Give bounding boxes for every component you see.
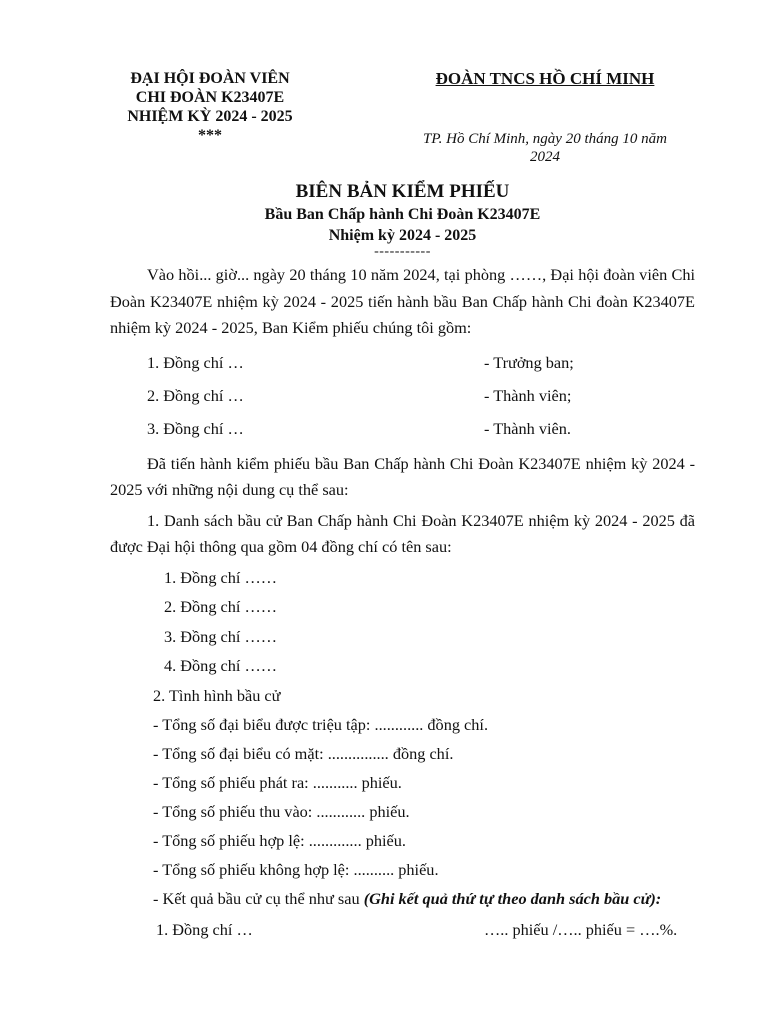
- congress-header-line: CHI ĐOÀN K23407E: [135, 89, 285, 106]
- result-intro: - Kết quả bầu cử cụ thể như sau: [153, 888, 364, 908]
- member-name: 2. Đồng chí …: [147, 385, 244, 405]
- member-name: 1. Đồng chí …: [147, 352, 244, 372]
- document-date: [395, 130, 695, 166]
- committee-member-row: [110, 412, 695, 445]
- stat-line: - Tổng số đại biểu được triệu tập: ............ đồng chí.: [153, 714, 489, 734]
- stat-line: - Tổng số phiếu phát ra: ........... phiếu.: [153, 772, 402, 792]
- member-role: - Trưởng ban;: [484, 352, 574, 372]
- candidate-item: 1. Đồng chí ……: [164, 567, 278, 587]
- stat-line: - Tổng số đại biểu có mặt: ............... đồng chí.: [153, 743, 454, 763]
- document-subtitle: Bầu Ban Chấp hành Chi Đoàn K23407E: [264, 206, 541, 223]
- result-row: [110, 913, 695, 947]
- congress-header: [100, 69, 320, 145]
- date-line: 2024: [530, 149, 560, 165]
- document-title-block: [100, 180, 705, 258]
- stat-line: - Tổng số phiếu thu vào: ............ phiếu.: [153, 801, 410, 821]
- candidate-item: 2. Đồng chí ……: [164, 597, 278, 616]
- organization-title: ĐOÀN TNCS HỒ CHÍ MINH: [435, 69, 655, 88]
- member-name: 3. Đồng chí …: [147, 418, 244, 438]
- document-term: Nhiệm kỳ 2024 - 2025: [328, 227, 477, 244]
- document-body: [110, 262, 695, 947]
- congress-header-line: ĐẠI HỘI ĐOÀN VIÊN: [130, 70, 290, 87]
- document-title: BIÊN BẢN KIỂM PHIẾU: [295, 181, 510, 202]
- title-separator: -----------: [374, 244, 431, 259]
- result-note: (Ghi kết quả thứ tự theo danh sách bầu cử):: [363, 888, 662, 908]
- member-role: - Thành viên;: [484, 385, 572, 405]
- header-asterisks: ***: [198, 127, 222, 144]
- congress-header-line: NHIỆM KỲ 2024 - 2025: [127, 108, 293, 125]
- section-title: 2. Tình hình bầu cử: [153, 685, 281, 705]
- committee-member-row: [110, 379, 695, 412]
- result-paragraph: [110, 885, 695, 913]
- candidate-item: 3. Đồng chí ……: [164, 626, 278, 646]
- date-line: TP. Hồ Chí Minh, ngày 20 tháng 10 năm: [423, 131, 667, 147]
- member-role: - Thành viên.: [484, 418, 571, 438]
- stat-line: - Tổng số phiếu không hợp lệ: .......... phiếu.: [153, 859, 439, 879]
- result-value: ….. phiếu /….. phiếu = ….%.: [484, 919, 678, 939]
- candidate-item: 4. Đồng chí ……: [164, 656, 278, 675]
- result-name: 1. Đồng chí …: [156, 919, 253, 939]
- intro-paragraph: Vào hồi... giờ... ngày 20 tháng 10 năm 2024, tại phòng ……, Đại hội đoàn viên Chi Đoàn K23407E nhiệm kỳ 2024 - 2025 tiến hành bầu Ban Chấp hành Chi đoàn K23407E nhiệm kỳ 2024 - 2025, Ban Kiểm phiếu chúng tôi gồm:: [110, 265, 695, 337]
- candidate-list-paragraph: 1. Danh sách bầu cử Ban Chấp hành Chi Đoàn K23407E nhiệm kỳ 2024 - 2025 đã được Đại hội thông qua gồm 04 đồng chí có tên sau:: [110, 510, 695, 556]
- committee-member-row: [110, 346, 695, 379]
- stat-line: - Tổng số phiếu hợp lệ: ............. phiếu.: [153, 830, 406, 850]
- process-paragraph: Đã tiến hành kiểm phiếu bầu Ban Chấp hành Chi Đoàn K23407E nhiệm kỳ 2024 - 2025 với những nội dung cụ thể sau:: [110, 453, 695, 499]
